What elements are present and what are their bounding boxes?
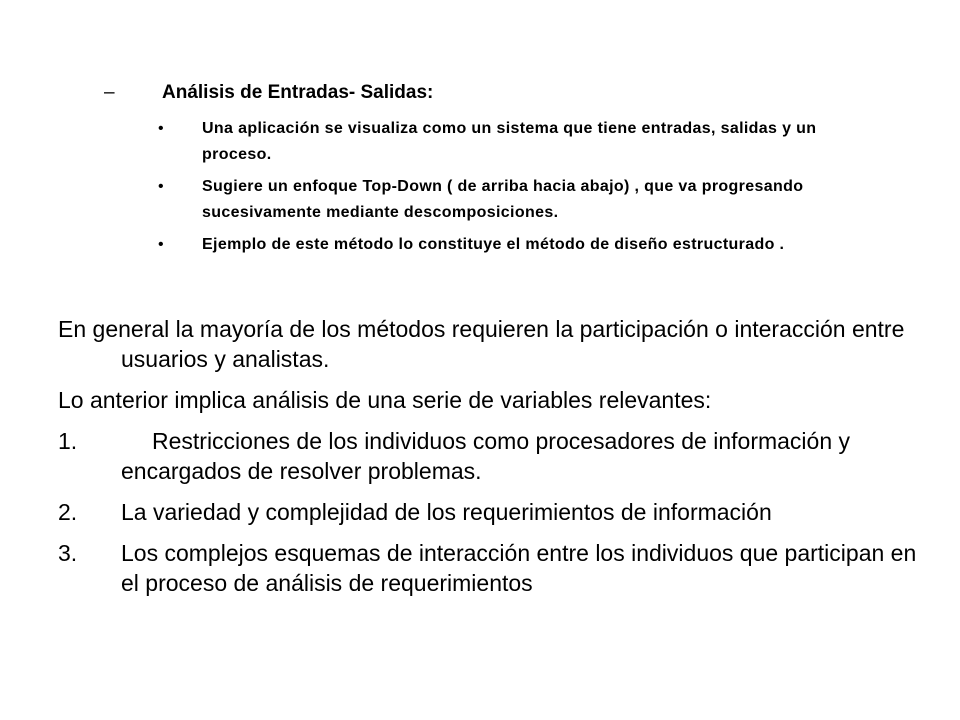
item-text: La variedad y complejidad de los requerimientos de información xyxy=(121,499,772,525)
numbered-item xyxy=(58,426,938,486)
sub-bullet-item xyxy=(158,174,878,226)
numbered-item xyxy=(58,497,938,527)
item-text: Los complejos esquemas de interacción entre los individuos que participan en el proceso de análisis de requerimientos xyxy=(121,540,917,596)
sub-bullet-text: Sugiere un enfoque Top-Down ( de arriba hacia abajo) , que va progresando sucesivamente mediante descomposiciones. xyxy=(202,178,804,221)
paragraph-general: En general la mayoría de los métodos requieren la participación o interacción entre usuarios y analistas. xyxy=(58,316,905,372)
item-number: 2. xyxy=(58,499,78,525)
sub-bullet-text: Ejemplo de este método lo constituye el método de diseño estructurado . xyxy=(202,236,785,253)
sub-bullet-item xyxy=(158,116,878,168)
section-heading-text: Análisis de Entradas- Salidas: xyxy=(162,82,434,103)
bullet-icon: • xyxy=(158,236,164,253)
bullet-icon: • xyxy=(158,178,164,195)
sub-bullet-list xyxy=(158,116,878,264)
sub-bullet-text: Una aplicación se visualiza como un sistema que tiene entradas, salidas y un proceso. xyxy=(202,120,817,163)
paragraph-variables: Lo anterior implica análisis de una serie de variables relevantes: xyxy=(58,387,712,413)
bullet-icon: • xyxy=(158,120,164,137)
main-body xyxy=(58,314,938,609)
dash-marker: – xyxy=(104,82,115,103)
item-text: Restricciones de los individuos como procesadores de información y encargados de resolver problemas. xyxy=(121,428,851,484)
item-number: 1. xyxy=(58,428,78,454)
item-number: 3. xyxy=(58,540,78,566)
numbered-item xyxy=(58,538,938,598)
sub-bullet-item xyxy=(158,232,878,258)
